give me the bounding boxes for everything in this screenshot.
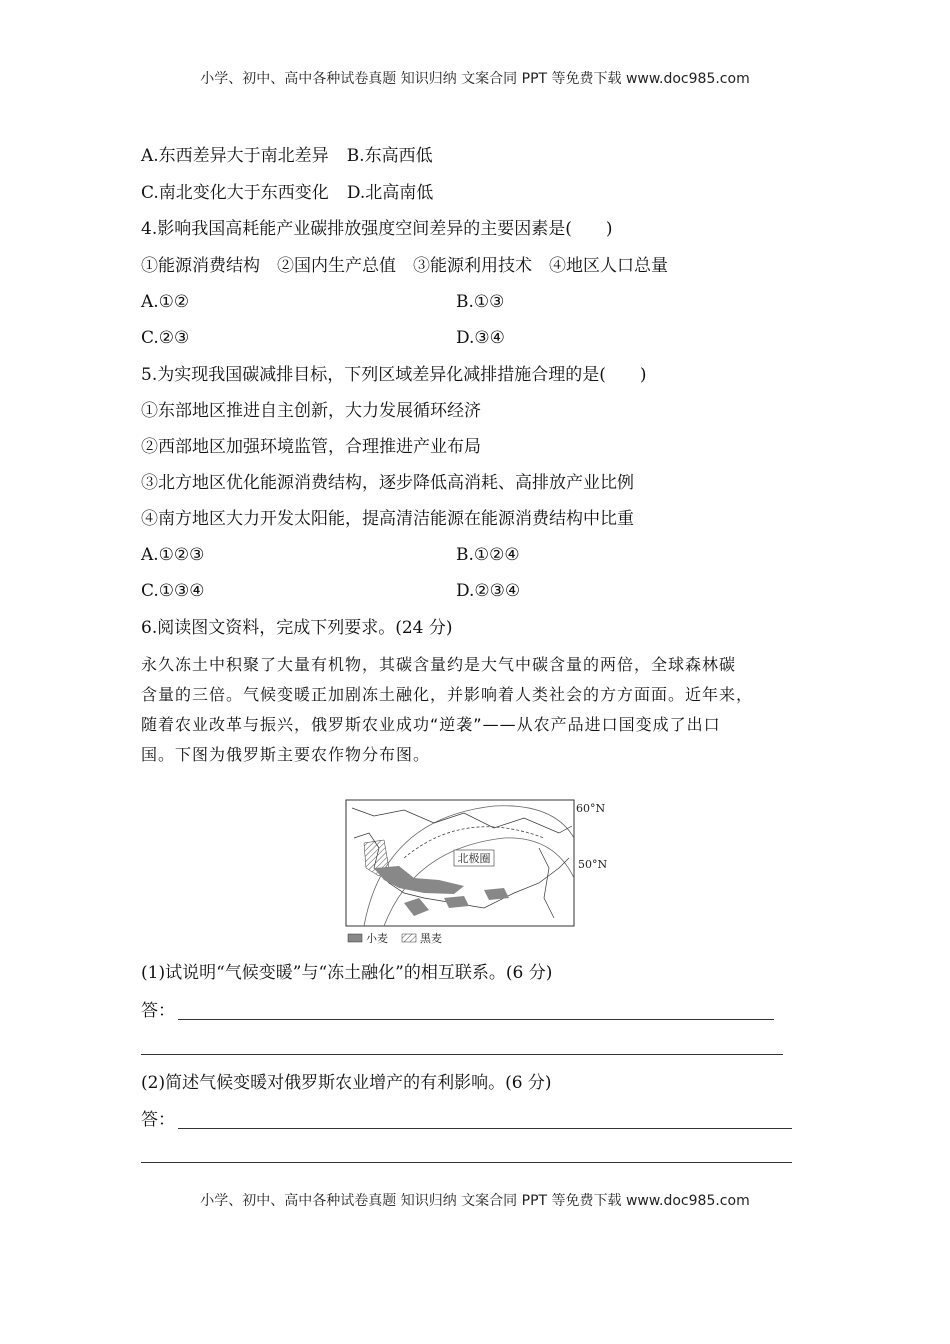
q5-option-a: A.①②③ — [141, 545, 205, 565]
q5-statement-1: ①东部地区推进自主创新，大力发展循环经济 — [141, 401, 481, 421]
q6-passage-line: 随着农业改革与振兴，俄罗斯农业成功“逆袭”——从农产品进口国变成了出口 — [141, 715, 721, 734]
q5-statement-4: ④南方地区大力开发太阳能，提高清洁能源在能源消费结构中比重 — [141, 509, 634, 529]
q3-options-row1 — [141, 145, 433, 167]
q4-option-a: A.①② — [141, 292, 190, 312]
legend-wheat-label: 小麦 — [366, 932, 388, 945]
q5-option-b: B.①②④ — [456, 545, 520, 565]
q5-statement-2: ②西部地区加强环境监管，合理推进产业布局 — [141, 437, 481, 457]
q3-options-row2 — [141, 182, 433, 204]
lat-60-label: 60°N — [576, 802, 606, 815]
q3-option-d: D.北高南低 — [346, 183, 434, 203]
q5-options-row2 — [141, 580, 521, 602]
q4-option-d: D.③④ — [456, 328, 505, 348]
q6-passage-line: 含量的三倍。气候变暖正加剧冻土融化，并影响着人类社会的方方面面。近年来， — [141, 685, 754, 704]
q5-option-c: C.①③④ — [141, 581, 205, 601]
legend-rye-label: 黑麦 — [420, 932, 442, 945]
q5-option-d: D.②③④ — [456, 581, 521, 601]
q3-option-b: B.东高西低 — [346, 146, 433, 166]
q4-option-c: C.②③ — [141, 328, 190, 348]
answer-line[interactable] — [178, 1019, 774, 1020]
q4-options-row1 — [141, 291, 505, 313]
legend-wheat-swatch — [348, 934, 362, 942]
q4-items: ①能源消费结构 ②国内生产总值 ③能源利用技术 ④地区人口总量 — [141, 256, 668, 276]
page-footer: 小学、初中、高中各种试卷真题 知识归纳 文案合同 PPT 等免费下载 www.doc985.com — [200, 1193, 750, 1209]
q6-stem: 6.阅读图文资料，完成下列要求。(24 分) — [141, 618, 453, 638]
q4-options-row2 — [141, 327, 505, 349]
q3-option-a: A.东西差异大于南北差异 — [141, 146, 329, 166]
q3-option-c: C.南北变化大于东西变化 — [141, 183, 329, 203]
q5-statement-3: ③北方地区优化能源消费结构，逐步降低高消耗、高排放产业比例 — [141, 473, 634, 493]
q6-sub2: (2)简述气候变暖对俄罗斯农业增产的有利影响。(6 分) — [141, 1073, 552, 1093]
q6-sub2-answer-label: 答： — [141, 1110, 175, 1130]
q5-stem: 5.为实现我国碳减排目标，下列区域差异化减排措施合理的是( ) — [141, 365, 647, 385]
q6-sub1-answer-label: 答： — [141, 1001, 175, 1021]
q6-passage-line: 永久冻土中积聚了大量有机物，其碳含量约是大气中碳含量的两倍，全球森林碳 — [141, 655, 737, 674]
answer-line[interactable] — [141, 1054, 783, 1055]
q6-passage — [141, 650, 821, 770]
q4-stem: 4.影响我国高耗能产业碳排放强度空间差异的主要因素是( ) — [141, 219, 613, 239]
russia-crop-map — [344, 798, 610, 948]
page-header: 小学、初中、高中各种试卷真题 知识归纳 文案合同 PPT 等免费下载 www.doc985.com — [200, 71, 750, 87]
lat-50-label: 50°N — [578, 858, 608, 871]
q6-sub1: (1)试说明“气候变暖”与“冻土融化”的相互联系。(6 分) — [141, 963, 553, 983]
q6-passage-line: 国。下图为俄罗斯主要农作物分布图。 — [141, 745, 431, 764]
answer-line[interactable] — [141, 1162, 792, 1163]
legend-rye-swatch — [402, 934, 416, 942]
answer-line[interactable] — [178, 1128, 792, 1129]
q4-option-b: B.①③ — [456, 292, 505, 312]
arctic-circle-label: 北极圈 — [457, 852, 491, 865]
q5-options-row1 — [141, 544, 520, 566]
